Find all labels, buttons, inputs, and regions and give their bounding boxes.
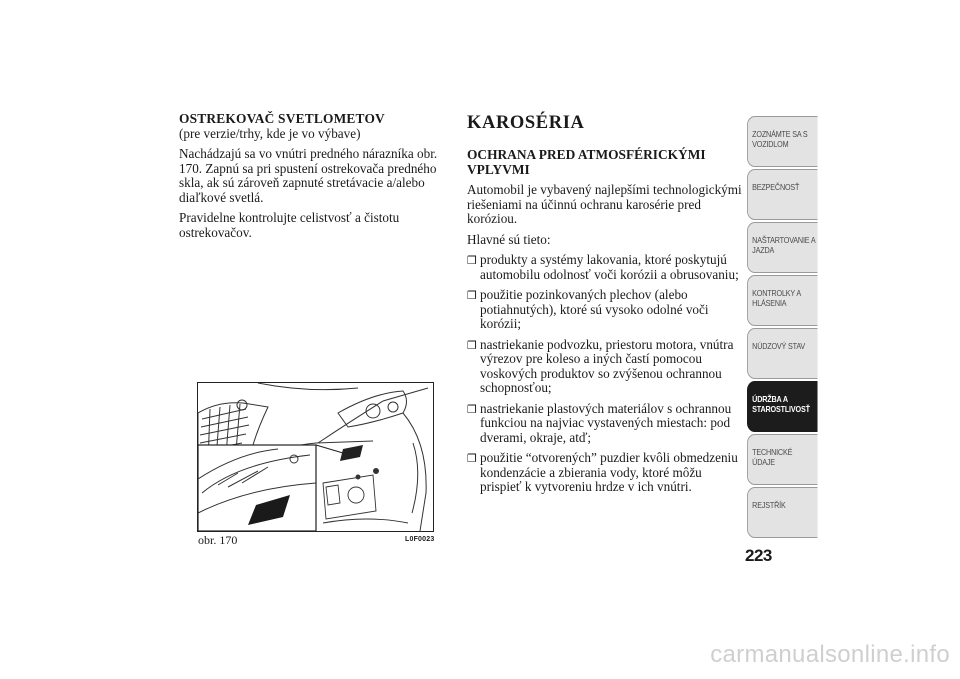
- paragraph-check: Pravidelne kontrolujte celistvosť a čistotu ostrekovačov.: [179, 210, 400, 240]
- tab-starting-driving[interactable]: NAŠTARTOVANIE A JAZDA: [747, 222, 818, 273]
- checkbox-bullet-icon: ❒: [467, 338, 477, 352]
- list-item: [467, 338, 742, 396]
- list-item: [467, 253, 742, 282]
- tab-maintenance[interactable]: ÚDRŽBA A STAROSTLIVOSŤ: [747, 381, 818, 432]
- front-bumper-illustration: [198, 383, 433, 531]
- page-number: 223: [745, 546, 772, 565]
- figure-caption: obr. 170: [198, 533, 238, 547]
- figure-headlamp-washer: [197, 382, 434, 532]
- figure-code: L0F0023: [405, 536, 435, 543]
- checkbox-bullet-icon: ❒: [467, 289, 477, 302]
- right-column: [467, 112, 742, 501]
- chapter-tabs: [747, 116, 818, 540]
- checkbox-bullet-icon: ❒: [467, 254, 477, 267]
- paragraph-location: Nachádzajú sa vo vnútri predného nárazníka obr. 170. Zapnú sa pri spustení ostrekovača predného skla, ak sú zároveň zapnuté stretávacie a/alebo diaľkové svetlá.: [179, 146, 438, 205]
- watermark: carmanualsonline.info: [710, 641, 950, 668]
- list-item-text: použitie “otvorených” puzdier kvôli obmedzeniu kondenzácie a zbierania vody, ktoré môžu prispieť k vytvoreniu hrdze v ich vnútri.: [480, 450, 738, 494]
- tab-index[interactable]: REJSTŘÍK: [747, 487, 818, 538]
- list-item: [467, 288, 742, 332]
- availability-note: (pre verzie/trhy, kde je vo výbave): [179, 125, 361, 141]
- list-item-text: použitie pozinkovaných plechov (alebo potiahnutých), ktoré sú vysoko odolné voči korózii;: [480, 287, 709, 331]
- list-item: [467, 451, 742, 495]
- left-column: [179, 112, 451, 246]
- tab-emergency[interactable]: NÚDZOVÝ STAV: [747, 328, 818, 379]
- list-item-text: nastriekanie podvozku, priestoru motora, vnútra výrezov pre koleso a iných častí pomocou voskových produktov so zvýšenou ochrannou schopnosťou;: [480, 336, 734, 395]
- main-label: Hlavné sú tieto:: [467, 231, 551, 247]
- headlamp-washer-heading: OSTREKOVAČ SVETLOMETOV: [179, 111, 385, 126]
- tab-getting-to-know[interactable]: ZOZNÁMTE SA S VOZIDLOM: [747, 116, 818, 167]
- tab-technical-data[interactable]: TECHNICKÉ ÚDAJE: [747, 434, 818, 485]
- tab-safety[interactable]: BEZPEČNOSŤ: [747, 169, 818, 220]
- checkbox-bullet-icon: ❒: [467, 452, 477, 465]
- tab-warning-lights[interactable]: KONTROLKY A HLÁSENIA: [747, 275, 818, 326]
- list-item: [467, 402, 742, 446]
- chapter-title: KAROSÉRIA: [467, 113, 585, 133]
- section-heading: OCHRANA PRED ATMOSFÉRICKÝMI VPLYVMI: [467, 147, 706, 177]
- protection-list: [467, 253, 742, 495]
- list-item-text: nastriekanie plastových materiálov s ochrannou funkciou na najviac vystavených miestach: pod dverami, okraje, atď;: [480, 400, 732, 445]
- intro-paragraph: Automobil je vybavený najlepšími technologickými riešeniami na účinnú ochranu karosérie pred koróziou.: [467, 182, 742, 226]
- list-item-text: produkty a systémy lakovania, ktoré poskytujú automobilu odolnosť voči korózii a obrusovaniu;: [480, 252, 739, 282]
- checkbox-bullet-icon: ❒: [467, 402, 477, 416]
